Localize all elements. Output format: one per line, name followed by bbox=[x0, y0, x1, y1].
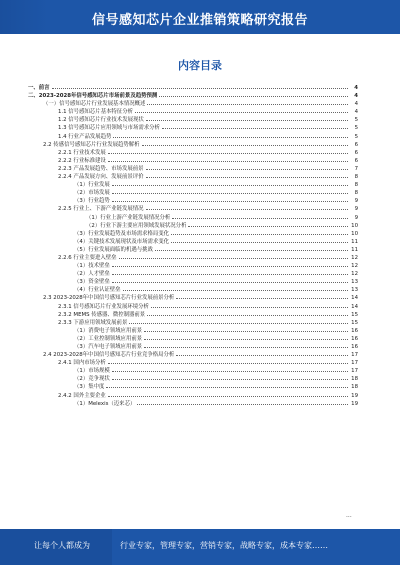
toc-leader-dots bbox=[112, 193, 348, 194]
toc-entry-text: 2.2 传感信号感知芯片行业发展趋势解析 bbox=[43, 141, 140, 148]
toc-entry[interactable] bbox=[28, 400, 358, 408]
toc-entry-page: 4 bbox=[354, 85, 358, 91]
toc-entry-text: 一、前言 bbox=[28, 85, 50, 91]
toc-entry-text: （3）行业发展趋势及市场需求格局变化 bbox=[74, 230, 170, 237]
toc-leader-dots bbox=[176, 298, 348, 299]
toc-entry[interactable] bbox=[28, 359, 358, 367]
toc-entry[interactable] bbox=[28, 149, 358, 157]
footer-tags: 行业专家，管理专家，营销专家，战略专家，成本专家…… bbox=[120, 541, 328, 550]
toc-entry-page: 6 bbox=[354, 157, 358, 164]
toc-entry-page: 5 bbox=[354, 117, 358, 124]
toc-entry-text: 2.3.1 信号感知芯片行业发展环境分析 bbox=[58, 303, 149, 310]
toc-entry-text: 2.2.3 产品发展趋势、市场发展前景 bbox=[58, 165, 144, 172]
toc-leader-dots bbox=[113, 137, 348, 138]
toc-entry[interactable] bbox=[28, 181, 358, 189]
toc-entry-page: 9 bbox=[354, 198, 358, 205]
toc-entry-text: （2）市场发展 bbox=[74, 190, 110, 197]
toc-leader-dots bbox=[112, 185, 348, 186]
toc-leader-dots bbox=[108, 153, 348, 154]
toc-leader-dots bbox=[147, 104, 348, 105]
toc-entry[interactable] bbox=[28, 238, 358, 246]
toc-entry-text: （1）Melexis（迈来芯） bbox=[74, 400, 136, 407]
toc-entry[interactable] bbox=[28, 141, 358, 149]
toc-entry[interactable] bbox=[28, 392, 358, 400]
toc-leader-dots bbox=[171, 234, 348, 235]
toc-entry[interactable] bbox=[28, 100, 358, 108]
toc-leader-dots bbox=[146, 169, 348, 170]
toc-leader-dots bbox=[52, 88, 348, 89]
toc-entry[interactable] bbox=[28, 311, 358, 319]
toc-leader-dots bbox=[146, 209, 348, 210]
toc-entry-page: 8 bbox=[354, 182, 358, 189]
footer-slogan: 让每个人都成为 bbox=[34, 541, 90, 550]
toc-entry-page: 6 bbox=[354, 141, 358, 148]
toc-leader-dots bbox=[123, 290, 348, 291]
toc-entry[interactable] bbox=[28, 189, 358, 197]
toc-entry[interactable] bbox=[28, 84, 358, 92]
toc-leader-dots bbox=[142, 145, 348, 146]
toc-entry-text: 1.4 行业产品发展趋势 bbox=[58, 133, 112, 140]
toc-entry-page: 18 bbox=[351, 384, 358, 391]
toc-entry[interactable] bbox=[28, 319, 358, 327]
toc-entry-page: 17 bbox=[351, 368, 358, 375]
toc-entry-page: 10 bbox=[351, 230, 358, 237]
toc-leader-dots bbox=[135, 112, 348, 113]
toc-entry[interactable] bbox=[28, 343, 358, 351]
toc-entry-page: 10 bbox=[351, 222, 358, 229]
toc-leader-dots bbox=[162, 128, 348, 129]
toc-entry-text: （4）行业认证壁垒 bbox=[74, 287, 121, 294]
toc-entry-text: 1.1 信号感知芯片基本特征分析 bbox=[58, 109, 133, 116]
toc-entry[interactable] bbox=[28, 173, 358, 181]
toc-entry-text: （1）技术壁垒 bbox=[74, 263, 110, 270]
toc-entry-page: 6 bbox=[354, 149, 358, 156]
toc-entry-text: 2.4 2023-2028年中国信号感知芯片行业竞争格局分析 bbox=[43, 352, 175, 359]
toc-entry-text: 2.2.6 行业主要进入壁垒 bbox=[58, 254, 117, 261]
toc-entry-page: 14 bbox=[351, 295, 358, 302]
toc-leader-dots bbox=[112, 274, 348, 275]
toc-entry-text: 2.2.5 行业上、下游产业链发展情况 bbox=[58, 206, 144, 213]
toc-entry[interactable] bbox=[28, 262, 358, 270]
toc-entry[interactable] bbox=[28, 214, 358, 222]
toc-entry[interactable] bbox=[28, 92, 358, 100]
toc-leader-dots bbox=[171, 242, 348, 243]
toc-entry[interactable] bbox=[28, 197, 358, 205]
toc-leader-dots bbox=[119, 258, 348, 259]
toc-entry[interactable] bbox=[28, 116, 358, 124]
toc-entry-text: （3）汽车电子领域应用前景 bbox=[74, 344, 143, 350]
toc-entry-text: 2.2.2 行业标准建设 bbox=[58, 157, 106, 164]
toc-entry-page: 16 bbox=[351, 344, 358, 350]
toc-entry-page: 4 bbox=[354, 101, 358, 108]
toc-leader-dots bbox=[112, 282, 348, 283]
toc-leader-dots bbox=[112, 379, 348, 380]
toc-entry-text: （3）行业趋势 bbox=[74, 198, 110, 205]
toc-entry[interactable] bbox=[28, 327, 358, 335]
toc-entry-page: 13 bbox=[351, 287, 358, 294]
toc-leader-dots bbox=[146, 177, 348, 178]
toc-entry-page: 11 bbox=[351, 246, 358, 253]
toc-entry-page: 9 bbox=[354, 214, 358, 221]
toc-leader-dots bbox=[112, 201, 348, 202]
toc-entry-page: 14 bbox=[351, 303, 358, 310]
footer-banner bbox=[0, 529, 400, 565]
toc-entry-text: 2.4.2 国外主要企业 bbox=[58, 392, 106, 399]
toc-leader-dots bbox=[144, 331, 348, 332]
toc-entry-text: 二、2023-2028年信号感知芯片市场前景及趋势预测 bbox=[28, 93, 158, 100]
toc-entry-page: 15 bbox=[351, 319, 358, 326]
toc-entry[interactable] bbox=[28, 124, 358, 132]
toc-continuation: ... bbox=[346, 512, 352, 519]
toc-entry-page: 13 bbox=[351, 279, 358, 286]
toc-entry-text: 2.3.3 下游应用领域发展前景 bbox=[58, 319, 128, 326]
toc-entry-text: （一）信号感知芯片行业发展基本情况概述 bbox=[43, 101, 146, 108]
toc-entry-page: 16 bbox=[351, 327, 358, 334]
toc-entry-page: 19 bbox=[351, 400, 358, 407]
table-of-contents bbox=[28, 84, 358, 408]
toc-entry-text: （5）行业发展面临的机遇与挑战 bbox=[74, 246, 153, 253]
toc-entry-page: 18 bbox=[351, 376, 358, 383]
toc-entry[interactable] bbox=[28, 157, 358, 165]
toc-entry-text: 2.3 2023-2028年中国信号感知芯片行业发展前景分析 bbox=[43, 295, 175, 302]
toc-entry-text: （2）竞争现状 bbox=[74, 376, 110, 383]
toc-entry-text: 2.3.2 MEMS 传感器、微控制器前景 bbox=[58, 311, 146, 318]
toc-entry[interactable] bbox=[28, 383, 358, 391]
toc-entry[interactable] bbox=[28, 222, 358, 230]
toc-entry-page: 17 bbox=[351, 360, 358, 367]
toc-leader-dots bbox=[144, 347, 348, 348]
toc-leader-dots bbox=[144, 339, 348, 340]
toc-entry[interactable] bbox=[28, 108, 358, 116]
toc-leader-dots bbox=[188, 226, 348, 227]
toc-entry[interactable] bbox=[28, 294, 358, 302]
toc-leader-dots bbox=[137, 404, 348, 405]
toc-entry-text: 2.2.1 行业技术发展 bbox=[58, 149, 106, 156]
toc-leader-dots bbox=[112, 266, 348, 267]
toc-entry-page: 12 bbox=[351, 271, 358, 278]
toc-entry-text: 2.4.1 国内市场分析 bbox=[58, 360, 106, 367]
toc-leader-dots bbox=[106, 387, 348, 388]
toc-entry-text: （4）关键技术发展现状及市场需求变化 bbox=[74, 238, 170, 245]
toc-entry[interactable] bbox=[28, 230, 358, 238]
toc-leader-dots bbox=[147, 315, 348, 316]
toc-entry[interactable] bbox=[28, 254, 358, 262]
toc-entry[interactable] bbox=[28, 367, 358, 375]
report-header bbox=[0, 0, 400, 34]
toc-leader-dots bbox=[151, 307, 348, 308]
toc-entry[interactable] bbox=[28, 165, 358, 173]
toc-leader-dots bbox=[176, 355, 348, 356]
toc-entry[interactable] bbox=[28, 375, 358, 383]
toc-entry-page: 4 bbox=[354, 93, 358, 100]
toc-entry-text: 1.2 信号感知芯片行业技术发展现状 bbox=[58, 117, 144, 124]
toc-entry-page: 5 bbox=[354, 133, 358, 140]
toc-entry-page: 11 bbox=[351, 238, 358, 245]
toc-entry-page: 5 bbox=[354, 125, 358, 132]
toc-entry-page: 17 bbox=[351, 352, 358, 359]
toc-entry-page: 12 bbox=[351, 254, 358, 261]
toc-leader-dots bbox=[108, 396, 348, 397]
toc-entry[interactable] bbox=[28, 270, 358, 278]
toc-entry-text: （2）行业下游主要应用领域发展状况分析 bbox=[86, 222, 187, 229]
report-title: 信号感知芯片企业推销策略研究报告 bbox=[91, 13, 308, 28]
toc-leader-dots bbox=[129, 323, 348, 324]
toc-entry-text: （3）集中度 bbox=[74, 384, 105, 391]
footer-slogan-block bbox=[0, 529, 112, 565]
toc-entry-text: （2）人才壁垒 bbox=[74, 271, 110, 278]
toc-entry-page: 4 bbox=[354, 109, 358, 116]
toc-entry[interactable] bbox=[28, 286, 358, 294]
toc-entry-text: （1）市场规模 bbox=[74, 368, 110, 375]
toc-entry-text: （3）资金壁垒 bbox=[74, 279, 110, 286]
toc-leader-dots bbox=[108, 363, 348, 364]
toc-entry-text: （1）行业上游产业链发展情况分析 bbox=[86, 214, 171, 221]
toc-entry-page: 9 bbox=[354, 206, 358, 213]
toc-leader-dots bbox=[146, 120, 348, 121]
toc-entry-page: 8 bbox=[354, 174, 358, 181]
toc-entry[interactable] bbox=[28, 133, 358, 141]
toc-leader-dots bbox=[108, 161, 348, 162]
toc-entry-page: 16 bbox=[351, 335, 358, 342]
toc-entry-page: 12 bbox=[351, 263, 358, 270]
toc-entry[interactable] bbox=[28, 205, 358, 213]
toc-leader-dots bbox=[172, 218, 348, 219]
toc-entry[interactable] bbox=[28, 335, 358, 343]
toc-heading: 内容目录 bbox=[178, 59, 222, 72]
toc-leader-dots bbox=[112, 371, 348, 372]
toc-entry-page: 15 bbox=[351, 311, 358, 318]
toc-entry-text: （2）工业控制领域应用前景 bbox=[74, 335, 143, 342]
toc-entry-text: 1.3 信号感知芯片应用领域与市场需求分析 bbox=[58, 125, 160, 132]
toc-entry[interactable] bbox=[28, 351, 358, 359]
toc-entry-page: 7 bbox=[354, 165, 358, 172]
toc-entry-text: （1）消费电子领域应用前景 bbox=[74, 327, 143, 334]
toc-entry-text: 2.2.4 产品发展方向、发展前景评价 bbox=[58, 174, 144, 181]
toc-entry[interactable] bbox=[28, 246, 358, 254]
toc-leader-dots bbox=[159, 96, 348, 97]
toc-entry-page: 8 bbox=[354, 190, 358, 197]
toc-entry[interactable] bbox=[28, 303, 358, 311]
toc-entry-page: 19 bbox=[351, 392, 358, 399]
toc-leader-dots bbox=[155, 250, 348, 251]
toc-entry[interactable] bbox=[28, 278, 358, 286]
toc-entry-text: （1）行业发展 bbox=[74, 182, 110, 189]
